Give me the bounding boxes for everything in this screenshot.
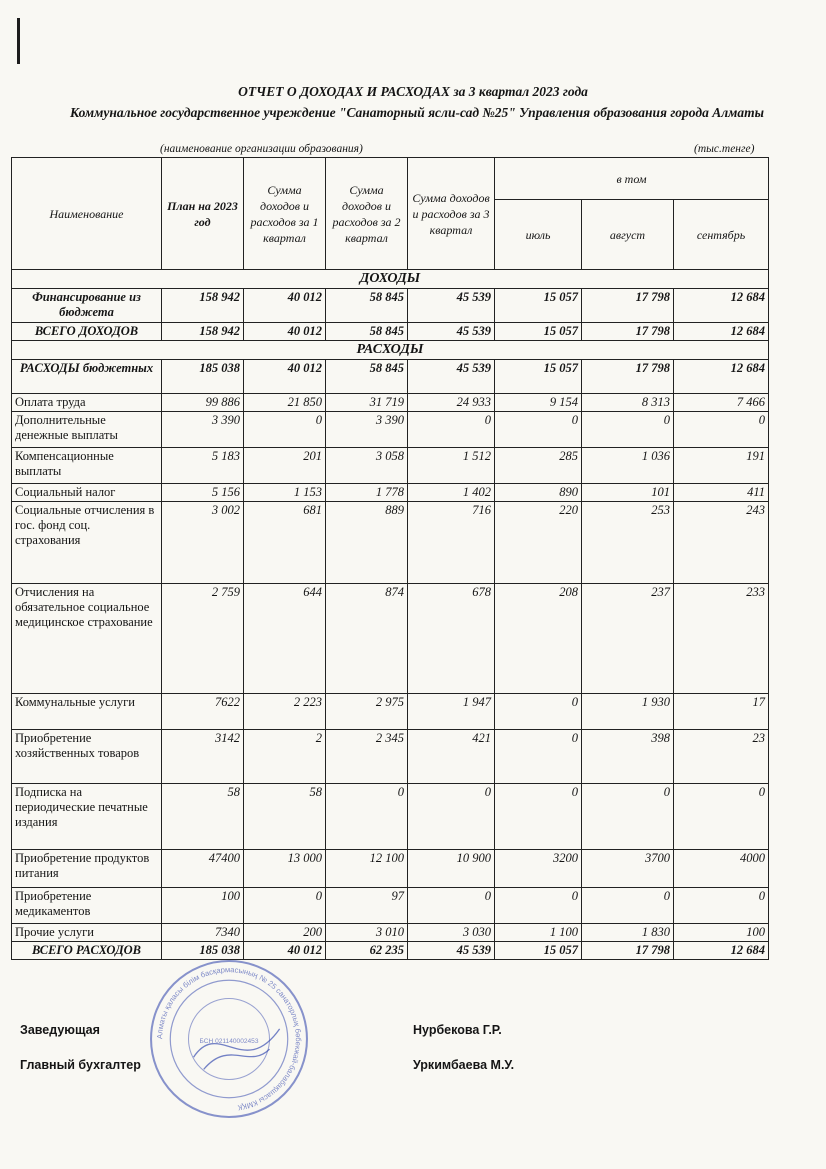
cell-july: 9 154 [495, 394, 582, 412]
cell-august: 0 [582, 412, 674, 448]
cell-q3: 45 539 [408, 360, 495, 394]
cell-august: 3700 [582, 850, 674, 888]
expense-row [12, 584, 769, 694]
income-section-title-label: ДОХОДЫ [12, 270, 769, 289]
row-label: Дополнительные денежные выплаты [12, 412, 162, 448]
income-total-row [12, 323, 769, 341]
cell-august: 17 798 [582, 289, 674, 323]
row-label: РАСХОДЫ бюджетных [12, 360, 162, 394]
cell-q2: 3 010 [326, 924, 408, 942]
row-label: ВСЕГО ДОХОДОВ [12, 323, 162, 341]
cell-july: 15 057 [495, 942, 582, 960]
cell-q1: 200 [244, 924, 326, 942]
expense-row [12, 448, 769, 484]
row-label: ВСЕГО РАСХОДОВ [12, 942, 162, 960]
cell-september: 23 [674, 730, 769, 784]
cell-september: 12 684 [674, 942, 769, 960]
header-q1: Сумма доходов и расходов за 1 квартал [244, 158, 326, 270]
cell-september: 17 [674, 694, 769, 730]
cell-july: 0 [495, 412, 582, 448]
row-label: Компенсационные выплаты [12, 448, 162, 484]
cell-plan: 7622 [162, 694, 244, 730]
cell-q1: 58 [244, 784, 326, 850]
cell-q1: 0 [244, 412, 326, 448]
income-row [12, 289, 769, 323]
expense-section-title-label: РАСХОДЫ [12, 341, 769, 360]
cell-q1: 21 850 [244, 394, 326, 412]
cell-august: 1 830 [582, 924, 674, 942]
cell-plan: 2 759 [162, 584, 244, 694]
organization-name: Коммунальное государственное учреждение "Санаторный ясли-сад №25" Управления образования города Алматы [69, 105, 764, 120]
header-august: август [582, 200, 674, 270]
cell-q1: 40 012 [244, 360, 326, 394]
cell-august: 0 [582, 888, 674, 924]
row-label: Финансирование из бюджета [12, 289, 162, 323]
units-caption: (тыс.тенге) [694, 143, 755, 155]
cell-q2: 58 845 [326, 360, 408, 394]
organization-caption: (наименование организации образования) [160, 143, 363, 155]
header-name: Наименование [12, 158, 162, 270]
row-label: Социальные отчисления в гос. фонд соц. страхования [12, 502, 162, 584]
cell-july: 1 100 [495, 924, 582, 942]
cell-q1: 40 012 [244, 323, 326, 341]
cell-q3: 0 [408, 784, 495, 850]
cell-september: 191 [674, 448, 769, 484]
cell-q1: 40 012 [244, 942, 326, 960]
cell-july: 15 057 [495, 360, 582, 394]
cell-q3: 45 539 [408, 323, 495, 341]
cell-q3: 10 900 [408, 850, 495, 888]
row-label: Прочие услуги [12, 924, 162, 942]
cell-q1: 201 [244, 448, 326, 484]
row-label: Коммунальные услуги [12, 694, 162, 730]
cell-july: 285 [495, 448, 582, 484]
cell-q3: 24 933 [408, 394, 495, 412]
stamp-bin: БСН 021140002453 [199, 1038, 259, 1046]
cell-plan: 7340 [162, 924, 244, 942]
cell-q2: 58 845 [326, 289, 408, 323]
cell-plan: 185 038 [162, 942, 244, 960]
organization-stamp [148, 958, 310, 1120]
expense-row [12, 484, 769, 502]
cell-august: 1 036 [582, 448, 674, 484]
expense-row [12, 850, 769, 888]
cell-july: 220 [495, 502, 582, 584]
cell-q2: 2 345 [326, 730, 408, 784]
cell-q2: 97 [326, 888, 408, 924]
cell-july: 0 [495, 694, 582, 730]
cell-q3: 1 512 [408, 448, 495, 484]
row-label: Социальный налог [12, 484, 162, 502]
cell-september: 12 684 [674, 289, 769, 323]
cell-q2: 2 975 [326, 694, 408, 730]
header-q2: Сумма доходов и расходов за 2 квартал [326, 158, 408, 270]
cell-q1: 2 223 [244, 694, 326, 730]
cell-q3: 1 402 [408, 484, 495, 502]
expense-section-title [12, 341, 769, 360]
cell-q2: 12 100 [326, 850, 408, 888]
income-section-title [12, 270, 769, 289]
row-label: Приобретение продуктов питания [12, 850, 162, 888]
header-in-that: в том [495, 158, 769, 200]
cell-august: 17 798 [582, 942, 674, 960]
cell-plan: 158 942 [162, 289, 244, 323]
cell-august: 17 798 [582, 360, 674, 394]
cell-q1: 0 [244, 888, 326, 924]
expense-row [12, 888, 769, 924]
header-september: сентябрь [674, 200, 769, 270]
cell-plan: 185 038 [162, 360, 244, 394]
expense-row [12, 412, 769, 448]
cell-q2: 874 [326, 584, 408, 694]
margin-mark [17, 18, 20, 64]
accountant-name: Уркимбаева М.У. [413, 1058, 515, 1072]
cell-q1: 1 153 [244, 484, 326, 502]
cell-september: 4000 [674, 850, 769, 888]
expense-row [12, 694, 769, 730]
expense-row [12, 502, 769, 584]
cell-september: 7 466 [674, 394, 769, 412]
cell-plan: 158 942 [162, 323, 244, 341]
cell-september: 233 [674, 584, 769, 694]
cell-plan: 5 156 [162, 484, 244, 502]
cell-plan: 47400 [162, 850, 244, 888]
cell-q2: 3 390 [326, 412, 408, 448]
head-title: Заведующая [20, 1023, 100, 1037]
cell-plan: 5 183 [162, 448, 244, 484]
expense-row [12, 924, 769, 942]
expense-row [12, 784, 769, 850]
cell-september: 12 684 [674, 323, 769, 341]
cell-q2: 889 [326, 502, 408, 584]
head-name: Нурбекова Г.Р. [413, 1023, 502, 1037]
cell-q3: 678 [408, 584, 495, 694]
cell-july: 0 [495, 888, 582, 924]
cell-q1: 13 000 [244, 850, 326, 888]
cell-q1: 644 [244, 584, 326, 694]
header-q3: Сумма доходов и расходов за 3 квартал [408, 158, 495, 270]
accountant-title: Главный бухгалтер [20, 1058, 141, 1072]
cell-september: 12 684 [674, 360, 769, 394]
table-body [12, 270, 769, 960]
cell-q3: 716 [408, 502, 495, 584]
cell-q3: 0 [408, 888, 495, 924]
cell-august: 398 [582, 730, 674, 784]
cell-q3: 45 539 [408, 289, 495, 323]
row-label: Приобретение медикаментов [12, 888, 162, 924]
cell-august: 0 [582, 784, 674, 850]
cell-plan: 58 [162, 784, 244, 850]
cell-july: 15 057 [495, 323, 582, 341]
cell-july: 890 [495, 484, 582, 502]
cell-q1: 681 [244, 502, 326, 584]
cell-august: 101 [582, 484, 674, 502]
row-label: Подписка на периодические печатные издания [12, 784, 162, 850]
cell-plan: 100 [162, 888, 244, 924]
cell-august: 17 798 [582, 323, 674, 341]
cell-september: 243 [674, 502, 769, 584]
report-title: ОТЧЕТ О ДОХОДАХ И РАСХОДАХ за 3 квартал 2023 года [238, 84, 588, 99]
row-label: Отчисления на обязательное социальное медицинское страхование [12, 584, 162, 694]
cell-q2: 1 778 [326, 484, 408, 502]
cell-september: 0 [674, 784, 769, 850]
header-plan: План на 2023 год [162, 158, 244, 270]
cell-q1: 40 012 [244, 289, 326, 323]
cell-q3: 421 [408, 730, 495, 784]
row-label: Приобретение хозяйственных товаров [12, 730, 162, 784]
expense-total-row [12, 942, 769, 960]
cell-august: 237 [582, 584, 674, 694]
cell-q3: 1 947 [408, 694, 495, 730]
cell-q3: 45 539 [408, 942, 495, 960]
income-expense-table [11, 157, 769, 960]
cell-september: 100 [674, 924, 769, 942]
expense-row [12, 394, 769, 412]
budget-expense-row [12, 360, 769, 394]
cell-july: 15 057 [495, 289, 582, 323]
cell-august: 1 930 [582, 694, 674, 730]
cell-july: 208 [495, 584, 582, 694]
cell-q2: 31 719 [326, 394, 408, 412]
cell-july: 0 [495, 784, 582, 850]
cell-september: 0 [674, 888, 769, 924]
cell-august: 8 313 [582, 394, 674, 412]
cell-august: 253 [582, 502, 674, 584]
cell-plan: 3142 [162, 730, 244, 784]
cell-july: 0 [495, 730, 582, 784]
row-label: Оплата труда [12, 394, 162, 412]
cell-q2: 62 235 [326, 942, 408, 960]
cell-september: 411 [674, 484, 769, 502]
cell-plan: 3 390 [162, 412, 244, 448]
cell-plan: 99 886 [162, 394, 244, 412]
cell-september: 0 [674, 412, 769, 448]
cell-july: 3200 [495, 850, 582, 888]
cell-q3: 3 030 [408, 924, 495, 942]
expense-row [12, 730, 769, 784]
cell-q1: 2 [244, 730, 326, 784]
header-july: июль [495, 200, 582, 270]
cell-plan: 3 002 [162, 502, 244, 584]
stamp-text: Алматы қаласы білім басқармасының № 25 санаторлық бөбекжай-балабақшасы КМҚК [155, 965, 303, 1113]
cell-q2: 0 [326, 784, 408, 850]
cell-q3: 0 [408, 412, 495, 448]
cell-q2: 3 058 [326, 448, 408, 484]
cell-q2: 58 845 [326, 323, 408, 341]
